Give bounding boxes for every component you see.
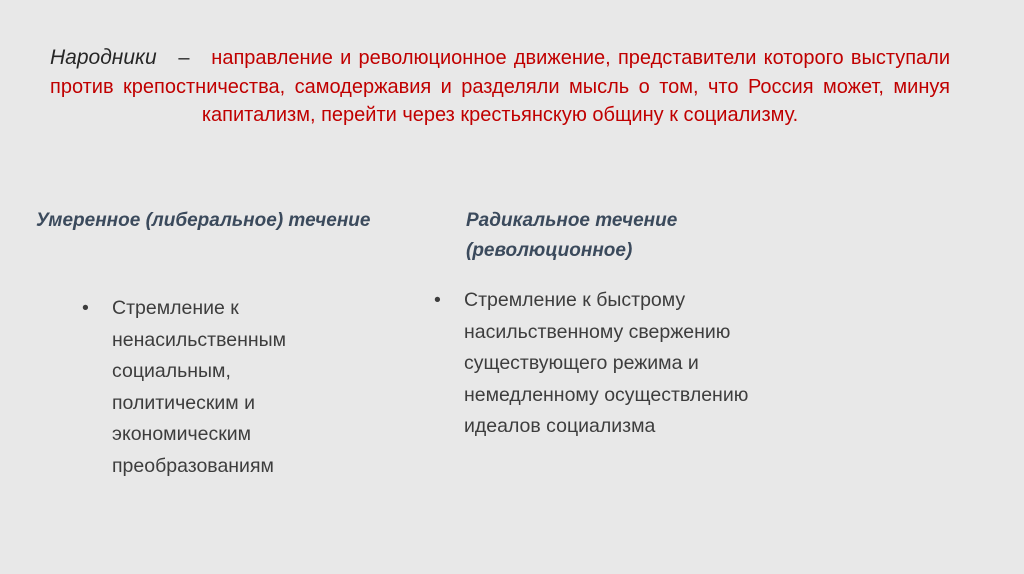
radical-current-title: Радикальное течение (революционное) (466, 210, 678, 261)
radical-current-bullet (434, 285, 794, 443)
bullet-icon: • (82, 297, 89, 319)
definition-paragraph (50, 44, 950, 130)
definition-dash: – (178, 47, 190, 69)
moderate-current-title: Умеренное (либеральное) течение (36, 210, 371, 231)
definition-text: направление и революционное движение, представители которого выступали против крепостничества, самодержавия и разделяли мысль о том, что Россия может, минуя капитализм, перейти через крестьянскую общину к социализму. (50, 47, 951, 126)
moderate-current-text: Стремление к ненасильственным социальным, политическим и экономическим преобразованиям (112, 297, 287, 477)
moderate-current-bullet (82, 293, 342, 482)
radical-current-text: Стремление к быстрому насильственному свержению существующего режима и немедленному осуществлению идеалов социализма (464, 289, 749, 437)
bullet-icon: • (434, 289, 441, 311)
definition-term: Народники (50, 46, 157, 69)
